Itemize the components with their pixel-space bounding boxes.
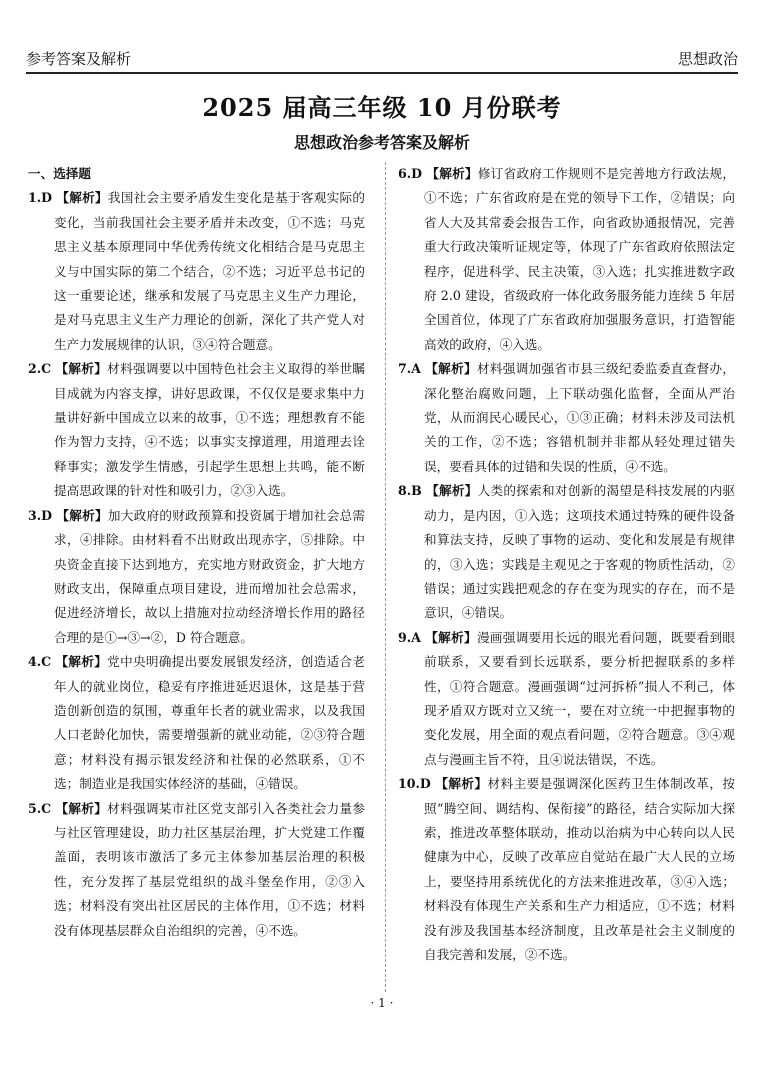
answer-key: A [411,361,421,377]
answer-explanation: 加大政府的财政预算和投资属于增加社会总需求，④排除。由材料看不出财政出现赤字，⑤排除。中央资金直接下达到地方，充实地方财政资金，扩大地方财政支出，保障重点项目建设，进而增加社会总需求，促进经济增长，故以上措施对拉动经济增长作用的路径合理的是①→③→②，D 符合题意。 [54,507,365,645]
answer-key: C [41,800,52,816]
answer-explanation: 我国社会主要矛盾发生变化是基于客观实际的变化，当前我国社会主要矛盾并未改变，①不选；马克思主义基本原理同中华优秀传统文化相结合是马克思主义与中国实际的第二个结合，②不选；习近平总书记的这一重要论述，继承和发展了马克思主义生产力理论，是对马克思主义生产力理论的创新，深化了共产党人对生产力发展规律的认识，③④符合题意。 [54,190,365,352]
answer-explanation: 党中央明确提出要发展银发经济，创造适合老年人的就业岗位，稳妥有序推进延迟退休，这是基于营造创新创造的氛围，尊重年长者的就业需求，以及我国人口老龄化加快，需要增强新的就业动能，②③符合题意；材料没有揭示银发经济和社保的必然联系，①不选；制造业是我国实体经济的基础，④错误。 [54,654,366,792]
answer-key: B [411,483,422,499]
answer-explanation: 材料强调要以中国特色社会主义取得的举世瞩目成就为内容支撑，讲好思政课，不仅仅是要求集中力量讲好新中国成立以来的故事，①不选；理想教育不能作为智力支持，④不选；以事实支撑道理，用道理去诠释事实；激发学生情感，引起学生思想上共鸣，能不断提高思政课的针对性和吸引力，②③入选。 [54,361,366,499]
left-column [28,162,365,943]
header-left-label: 参考答案及解析 [26,50,132,68]
answer-item-6: 6.D 【解析】修订省政府工作规则不是完善地方行政法规，①不选；广东省政府是在党的领导下工作，②错误；向省人大及其常委会报告工作，向省政协通报情况，完善重大行政决策听证规定等，体现了广东省政府依照法定程序，促进科学、民主决策，③入选；扎实推进数字政府 2.0 建设，省级政府一体化政务服务能力连续 5 年居全国首位，体现了广东省政府加强服务意识，打造智能高效的政府，④入选。 [398,166,735,352]
answer-item-9: 9.A 【解析】漫画强调要用长远的眼光看问题，既要看到眼前联系，又要看到长远联系，要分析把握联系的多样性，①符合题意。漫画强调“过河拆桥”损人不利己，体现矛盾双方既对立又统一，要在对立统一中把握事物的变化发展，用全面的观点看问题，②符合题意。③④观点与漫画主旨不符，且④说法错误，不选。 [398,629,736,767]
answer-key: C [41,654,52,670]
answer-key: D [41,507,53,523]
answer-key: D [411,166,423,181]
answer-item-2: 2.C 【解析】材料强调要以中国特色社会主义取得的举世瞩目成就为内容支撑，讲好思政课，不仅仅是要求集中力量讲好新中国成立以来的故事，①不选；理想教育不能作为智力支持，④不选；以事实支撑道理，用道理去诠释事实；激发学生情感，引起学生思想上共鸣，能不断提高思政课的针对性和吸引力，②③入选。 [28,361,366,499]
answer-explanation: 材料强调加强省市县三级纪委监委直查督办，深化整治腐败问题，上下联动强化监督，全面从严治党，从而润民心暖民心，①③正确；材料未涉及司法机关的工作，②不选；容错机制并非都从轻处理过错失误，要看具体的过错和失误的性质，④不选。 [424,361,736,474]
answer-explanation: 人类的探索和对创新的渴望是科技发展的内驱动力，是内因，①入选；这项技术通过特殊的硬件设备和算法支持，反映了事物的运动、变化和发展是有规律的，③入选；实践是主观见之于客观的物质性活动，②错误；通过实践把观念的存在变为现实的存在，而不是意识，④错误。 [424,483,735,621]
answer-item-8: 8.B 【解析】人类的探索和对创新的渴望是科技发展的内驱动力，是内因，①入选；这项技术通过特殊的硬件设备和算法支持，反映了事物的运动、变化和发展是有规律的，③入选；实践是主观见之于客观的物质性活动，②错误；通过实践把观念的存在变为现实的存在，而不是意识，④错误。 [398,483,735,621]
answer-item-7: 7.A 【解析】材料强调加强省市县三级纪委监委直查督办，深化整治腐败问题，上下联动强化监督，全面从严治党，从而润民心暖民心，①③正确；材料未涉及司法机关的工作，②不选；容错机制并非都从轻处理过错失误，要看具体的过错和失误的性质，④不选。 [398,361,736,474]
answer-item-4: 4.C 【解析】党中央明确提出要发展银发经济，创造适合老年人的就业岗位，稳妥有序推进延迟退休，这是基于营造创新创造的氛围，尊重年长者的就业需求，以及我国人口老龄化加快，需要增强新的就业动能，②③符合题意；材料没有揭示银发经济和社保的必然联系，①不选；制造业是我国实体经济的基础，④错误。 [28,654,366,792]
answer-key: D [41,190,53,206]
page-number: · 1 · [370,996,394,1010]
answer-explanation: 漫画强调要用长远的眼光看问题，既要看到眼前联系，又要看到长远联系，要分析把握联系的多样性，①符合题意。漫画强调“过河拆桥”损人不利己，体现矛盾双方既对立又统一，要在对立统一中把握事物的变化发展，用全面的观点看问题，②符合题意。③④观点与漫画主旨不符，且④说法错误，不选。 [424,629,736,767]
section-heading: 一、选择题 [28,166,91,181]
answer-item-5: 5.C 【解析】材料强调某市社区党支部引入各类社会力量参与社区管理建设，助力社区基层治理，扩大党建工作覆盖面，表明该市激活了多元主体参加基层治理的积极性，充分发挥了基层党组织的战斗堡垒作用，②③入选；材料没有突出社区居民的主体作用，①不选；材料没有体现基层群众自治组织的完善，④不选。 [28,800,366,938]
answer-key: A [411,629,421,645]
header-rule [26,72,738,74]
answer-item-3: 3.D 【解析】加大政府的财政预算和投资属于增加社会总需求，④排除。由材料看不出财政出现赤字，⑤排除。中央资金直接下达到地方，充实地方财政资金，扩大地方财政支出，保障重点项目建设，进而增加社会总需求，促进经济增长，故以上措施对拉动经济增长作用的路径合理的是①→③→②，D 符合题意。 [28,507,365,645]
right-column [398,162,735,967]
answer-item-10: 10.D 【解析】材料主要是强调深化医药卫生体制改革，按照“腾空间、调结构、保衔接”的路径，结合实际加大探索，推进改革整体联动，推动以治病为中心转向以人民健康为中心，反映了改革应自觉站在最广大人民的立场上，要坚持用系统优化的方法来推进改革，③④入选；材料没有体现生产关系和生产力相适应，①不选；材料没有涉及我国基本经济制度，且改革是社会主义制度的自我完善和发展，②不选。 [398,776,736,962]
header-right-label: 思想政治 [677,50,738,68]
answer-key: D [419,776,431,792]
page-title: 2025 届高三年级 10 月份联考 [202,93,562,122]
answer-key: C [41,361,52,377]
answer-explanation: 修订省政府工作规则不是完善地方行政法规，①不选；广东省政府是在党的领导下工作，②错误；向省人大及其常委会报告工作，向省政协通报情况，完善重大行政决策听证规定等，体现了广东省政府依照法定程序，促进科学、民主决策，③入选；扎实推进数字政府 2.0 建设，省级政府一体化政务服务能力连续 5 年居全国首位，体现了广东省政府加强服务意识，打造智能高效的政府，④入选。 [424,166,735,352]
answer-explanation: 材料主要是强调深化医药卫生体制改革，按照“腾空间、调结构、保衔接”的路径，结合实际加大探索，推进改革整体联动，推动以治病为中心转向以人民健康为中心，反映了改革应自觉站在最广大人民的立场上，要坚持用系统优化的方法来推进改革，③④入选；材料没有体现生产关系和生产力相适应，①不选；材料没有涉及我国基本经济制度，且改革是社会主义制度的自我完善和发展，②不选。 [424,776,736,962]
column-divider [385,162,386,992]
page-header [26,42,738,72]
answer-item-1: 1.D 【解析】我国社会主要矛盾发生变化是基于客观实际的变化，当前我国社会主要矛盾并未改变，①不选；马克思主义基本原理同中华优秀传统文化相结合是马克思主义与中国实际的第二个结合，②不选；习近平总书记的这一重要论述，继承和发展了马克思主义生产力理论，是对马克思主义生产力理论的创新，深化了共产党人对生产力发展规律的认识，③④符合题意。 [28,190,365,352]
page-subtitle: 思想政治参考答案及解析 [293,133,470,152]
answer-explanation: 材料强调某市社区党支部引入各类社会力量参与社区管理建设，助力社区基层治理，扩大党建工作覆盖面，表明该市激活了多元主体参加基层治理的积极性，充分发挥了基层党组织的战斗堡垒作用，②③入选；材料没有突出社区居民的主体作用，①不选；材料没有体现基层群众自治组织的完善，④不选。 [54,800,366,938]
